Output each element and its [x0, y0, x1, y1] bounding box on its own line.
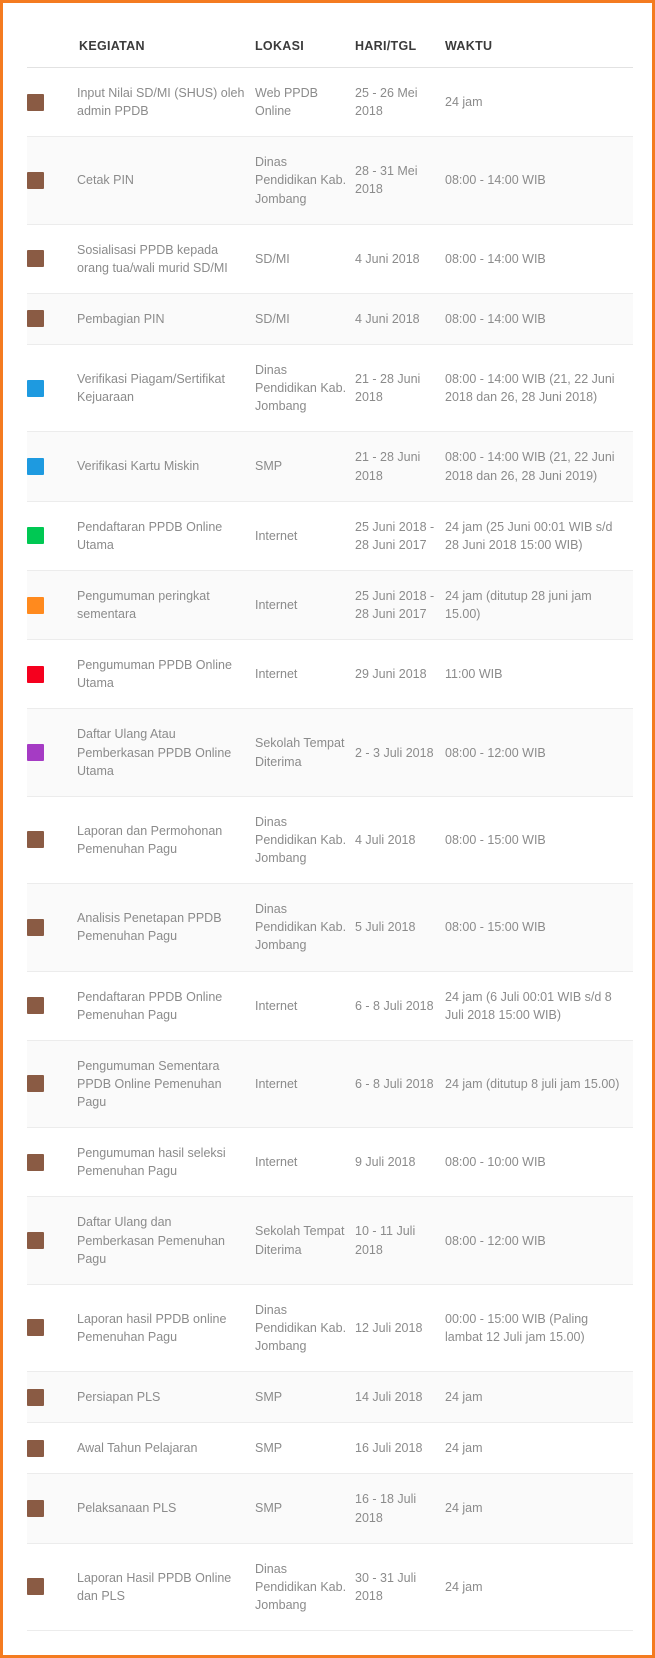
- row-color-cell: [27, 1423, 77, 1474]
- row-color-cell: [27, 1197, 77, 1284]
- row-hari-tgl: 28 - 31 Mei 2018: [355, 137, 445, 224]
- color-swatch-icon: [27, 527, 44, 544]
- row-lokasi: Dinas Pendidikan Kab. Jombang: [255, 796, 355, 883]
- row-lokasi: SMP: [255, 1372, 355, 1423]
- table-row: [27, 432, 633, 501]
- ppdb-schedule-table: [27, 25, 633, 1631]
- table-row: [27, 796, 633, 883]
- row-hari-tgl: 12 Juli 2018: [355, 1284, 445, 1371]
- row-waktu: 08:00 - 12:00 WIB: [445, 709, 633, 796]
- color-swatch-icon: [27, 744, 44, 761]
- column-header-hari-tgl: HARI/TGL: [355, 25, 445, 68]
- row-kegiatan: Verifikasi Piagam/Sertifikat Kejuaraan: [77, 345, 255, 432]
- row-waktu: 08:00 - 14:00 WIB: [445, 293, 633, 344]
- row-color-cell: [27, 570, 77, 639]
- row-hari-tgl: 25 - 26 Mei 2018: [355, 68, 445, 137]
- row-waktu: 08:00 - 12:00 WIB: [445, 1197, 633, 1284]
- row-lokasi: SMP: [255, 1423, 355, 1474]
- row-hari-tgl: 14 Juli 2018: [355, 1372, 445, 1423]
- row-lokasi: Internet: [255, 1128, 355, 1197]
- row-lokasi: Sekolah Tempat Diterima: [255, 1197, 355, 1284]
- row-waktu: 24 jam: [445, 1474, 633, 1543]
- row-lokasi: SMP: [255, 432, 355, 501]
- row-kegiatan: Laporan hasil PPDB online Pemenuhan Pagu: [77, 1284, 255, 1371]
- table-row: [27, 1474, 633, 1543]
- row-hari-tgl: 6 - 8 Juli 2018: [355, 1040, 445, 1127]
- row-color-cell: [27, 640, 77, 709]
- table-row: [27, 1040, 633, 1127]
- row-color-cell: [27, 68, 77, 137]
- row-lokasi: Internet: [255, 971, 355, 1040]
- row-color-cell: [27, 501, 77, 570]
- row-lokasi: SD/MI: [255, 293, 355, 344]
- color-swatch-icon: [27, 94, 44, 111]
- row-lokasi: Dinas Pendidikan Kab. Jombang: [255, 884, 355, 971]
- color-swatch-icon: [27, 310, 44, 327]
- row-color-cell: [27, 884, 77, 971]
- row-kegiatan: Pengumuman Sementara PPDB Online Pemenuhan Pagu: [77, 1040, 255, 1127]
- table-row: [27, 224, 633, 293]
- table-header: [27, 25, 633, 68]
- row-color-cell: [27, 1543, 77, 1630]
- row-waktu: 11:00 WIB: [445, 640, 633, 709]
- row-kegiatan: Laporan dan Permohonan Pemenuhan Pagu: [77, 796, 255, 883]
- color-swatch-icon: [27, 250, 44, 267]
- color-swatch-icon: [27, 997, 44, 1014]
- color-swatch-icon: [27, 597, 44, 614]
- row-color-cell: [27, 1128, 77, 1197]
- row-lokasi: Sekolah Tempat Diterima: [255, 709, 355, 796]
- row-lokasi: Dinas Pendidikan Kab. Jombang: [255, 1284, 355, 1371]
- row-lokasi: Web PPDB Online: [255, 68, 355, 137]
- row-waktu: 00:00 - 15:00 WIB (Paling lambat 12 Juli jam 15.00): [445, 1284, 633, 1371]
- row-hari-tgl: 6 - 8 Juli 2018: [355, 971, 445, 1040]
- row-hari-tgl: 2 - 3 Juli 2018: [355, 709, 445, 796]
- row-kegiatan: Pembagian PIN: [77, 293, 255, 344]
- row-hari-tgl: 21 - 28 Juni 2018: [355, 432, 445, 501]
- row-hari-tgl: 10 - 11 Juli 2018: [355, 1197, 445, 1284]
- color-swatch-icon: [27, 1440, 44, 1457]
- row-hari-tgl: 5 Juli 2018: [355, 884, 445, 971]
- row-lokasi: SMP: [255, 1474, 355, 1543]
- color-swatch-icon: [27, 458, 44, 475]
- row-color-cell: [27, 293, 77, 344]
- row-waktu: 24 jam: [445, 1543, 633, 1630]
- table-row: [27, 293, 633, 344]
- row-hari-tgl: 25 Juni 2018 - 28 Juni 2017: [355, 570, 445, 639]
- row-lokasi: Internet: [255, 640, 355, 709]
- table-row: [27, 1372, 633, 1423]
- color-swatch-icon: [27, 1389, 44, 1406]
- row-kegiatan: Pendaftaran PPDB Online Utama: [77, 501, 255, 570]
- row-kegiatan: Sosialisasi PPDB kepada orang tua/wali murid SD/MI: [77, 224, 255, 293]
- color-swatch-icon: [27, 1578, 44, 1595]
- row-waktu: 08:00 - 14:00 WIB (21, 22 Juni 2018 dan 26, 28 Juni 2018): [445, 345, 633, 432]
- row-hari-tgl: 16 - 18 Juli 2018: [355, 1474, 445, 1543]
- row-kegiatan: Awal Tahun Pelajaran: [77, 1423, 255, 1474]
- row-kegiatan: Persiapan PLS: [77, 1372, 255, 1423]
- color-swatch-icon: [27, 1075, 44, 1092]
- row-waktu: 24 jam (ditutup 8 juli jam 15.00): [445, 1040, 633, 1127]
- table-row: [27, 884, 633, 971]
- row-hari-tgl: 4 Juli 2018: [355, 796, 445, 883]
- table-row: [27, 1128, 633, 1197]
- row-waktu: 24 jam: [445, 1372, 633, 1423]
- row-waktu: 08:00 - 14:00 WIB: [445, 137, 633, 224]
- row-color-cell: [27, 971, 77, 1040]
- color-swatch-icon: [27, 380, 44, 397]
- row-lokasi: Dinas Pendidikan Kab. Jombang: [255, 137, 355, 224]
- column-header-kegiatan: KEGIATAN: [77, 25, 255, 68]
- row-color-cell: [27, 224, 77, 293]
- row-hari-tgl: 25 Juni 2018 - 28 Juni 2017: [355, 501, 445, 570]
- row-hari-tgl: 4 Juni 2018: [355, 224, 445, 293]
- row-kegiatan: Pelaksanaan PLS: [77, 1474, 255, 1543]
- column-header-lokasi: LOKASI: [255, 25, 355, 68]
- color-swatch-icon: [27, 1500, 44, 1517]
- table-row: [27, 345, 633, 432]
- row-waktu: 08:00 - 10:00 WIB: [445, 1128, 633, 1197]
- row-lokasi: Dinas Pendidikan Kab. Jombang: [255, 1543, 355, 1630]
- row-waktu: 08:00 - 14:00 WIB: [445, 224, 633, 293]
- row-lokasi: Internet: [255, 1040, 355, 1127]
- row-hari-tgl: 16 Juli 2018: [355, 1423, 445, 1474]
- table-row: [27, 640, 633, 709]
- row-waktu: 08:00 - 15:00 WIB: [445, 884, 633, 971]
- row-lokasi: Internet: [255, 570, 355, 639]
- row-color-cell: [27, 1040, 77, 1127]
- row-waktu: 08:00 - 14:00 WIB (21, 22 Juni 2018 dan 26, 28 Juni 2019): [445, 432, 633, 501]
- row-waktu: 24 jam: [445, 1423, 633, 1474]
- color-swatch-icon: [27, 1232, 44, 1249]
- column-header-color: [27, 25, 77, 68]
- table-row: [27, 1423, 633, 1474]
- row-kegiatan: Pengumuman PPDB Online Utama: [77, 640, 255, 709]
- table-row: [27, 501, 633, 570]
- table-row: [27, 68, 633, 137]
- color-swatch-icon: [27, 831, 44, 848]
- row-color-cell: [27, 1474, 77, 1543]
- row-waktu: 08:00 - 15:00 WIB: [445, 796, 633, 883]
- table-row: [27, 570, 633, 639]
- row-hari-tgl: 9 Juli 2018: [355, 1128, 445, 1197]
- table-row: [27, 1543, 633, 1630]
- row-color-cell: [27, 1284, 77, 1371]
- row-kegiatan: Verifikasi Kartu Miskin: [77, 432, 255, 501]
- table-header-row: [27, 25, 633, 68]
- row-hari-tgl: 29 Juni 2018: [355, 640, 445, 709]
- table-row: [27, 137, 633, 224]
- color-swatch-icon: [27, 1154, 44, 1171]
- row-kegiatan: Analisis Penetapan PPDB Pemenuhan Pagu: [77, 884, 255, 971]
- row-lokasi: Internet: [255, 501, 355, 570]
- row-waktu: 24 jam (ditutup 28 juni jam 15.00): [445, 570, 633, 639]
- row-kegiatan: Cetak PIN: [77, 137, 255, 224]
- row-lokasi: SD/MI: [255, 224, 355, 293]
- row-color-cell: [27, 796, 77, 883]
- row-color-cell: [27, 1372, 77, 1423]
- row-kegiatan: Input Nilai SD/MI (SHUS) oleh admin PPDB: [77, 68, 255, 137]
- row-kegiatan: Laporan Hasil PPDB Online dan PLS: [77, 1543, 255, 1630]
- table-row: [27, 1197, 633, 1284]
- color-swatch-icon: [27, 919, 44, 936]
- row-color-cell: [27, 709, 77, 796]
- table-row: [27, 971, 633, 1040]
- row-kegiatan: Pendaftaran PPDB Online Pemenuhan Pagu: [77, 971, 255, 1040]
- column-header-waktu: WAKTU: [445, 25, 633, 68]
- row-waktu: 24 jam: [445, 68, 633, 137]
- row-waktu: 24 jam (25 Juni 00:01 WIB s/d 28 Juni 2018 15:00 WIB): [445, 501, 633, 570]
- row-color-cell: [27, 432, 77, 501]
- row-color-cell: [27, 137, 77, 224]
- color-swatch-icon: [27, 172, 44, 189]
- row-kegiatan: Daftar Ulang dan Pemberkasan Pemenuhan Pagu: [77, 1197, 255, 1284]
- row-kegiatan: Daftar Ulang Atau Pemberkasan PPDB Online Utama: [77, 709, 255, 796]
- row-hari-tgl: 4 Juni 2018: [355, 293, 445, 344]
- row-lokasi: Dinas Pendidikan Kab. Jombang: [255, 345, 355, 432]
- table-row: [27, 709, 633, 796]
- color-swatch-icon: [27, 666, 44, 683]
- row-kegiatan: Pengumuman hasil seleksi Pemenuhan Pagu: [77, 1128, 255, 1197]
- table-body: [27, 68, 633, 1631]
- color-swatch-icon: [27, 1319, 44, 1336]
- row-hari-tgl: 21 - 28 Juni 2018: [355, 345, 445, 432]
- row-color-cell: [27, 345, 77, 432]
- row-waktu: 24 jam (6 Juli 00:01 WIB s/d 8 Juli 2018 15:00 WIB): [445, 971, 633, 1040]
- table-row: [27, 1284, 633, 1371]
- row-hari-tgl: 30 - 31 Juli 2018: [355, 1543, 445, 1630]
- row-kegiatan: Pengumuman peringkat sementara: [77, 570, 255, 639]
